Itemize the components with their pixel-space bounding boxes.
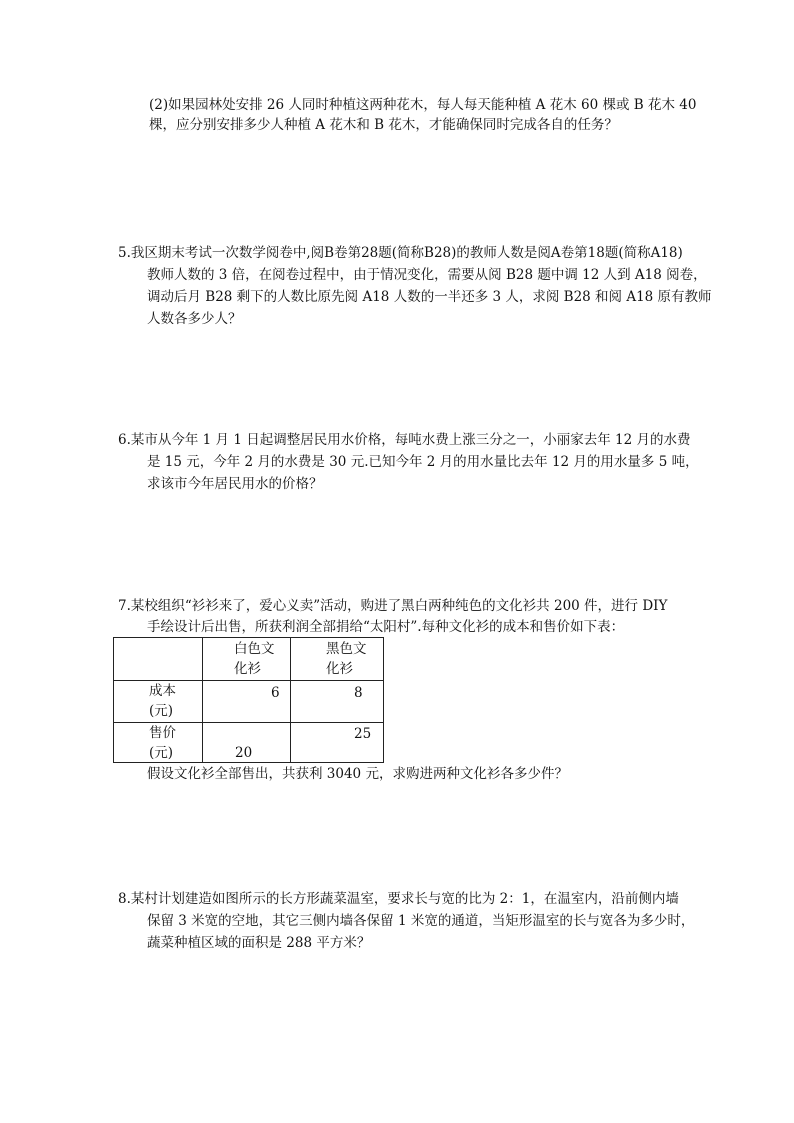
q8-line1: 8.某村计划建造如图所示的长方形蔬菜温室，要求长与宽的比为 2：1，在温室内，沿前侧内墙 — [118, 891, 679, 907]
q7-line1: 7.某校组织“衫衫来了，爱心义卖”活动，购进了黑白两种纯色的文化衫共 200 件，进行 DIY — [118, 598, 668, 614]
q4-part2-line1: (2)如果园林处安排 26 人同时种植这两种花木，每人每天能种植 A 花木 60 棵或 B 花木 40 — [149, 97, 697, 113]
q7-line2: 手绘设计后出售，所获利润全部捐给“太阳村”.每种文化衫的成本和售价如下表： — [147, 619, 625, 635]
cost-price-table — [113, 637, 384, 763]
header-black-line1: 黑色文 — [326, 641, 367, 657]
row-cost-label-line1: 成本 — [149, 683, 176, 699]
q6-line1: 6.某市从今年 1 月 1 日起调整居民用水价格，每吨水费上涨三分之一，小丽家去年 12 月的水费 — [118, 432, 691, 448]
q4-part2-line2: 棵，应分别安排多少人种植 A 花木和 B 花木，才能确保同时完成各自的任务？ — [149, 117, 618, 133]
q6-line3: 求该市今年居民用水的价格？ — [147, 476, 323, 492]
header-white-line1: 白色文 — [234, 641, 275, 657]
q7-after-table: 假设文化衫全部售出，共获利 3040 元，求购进两种文化衫各多少件？ — [147, 766, 568, 782]
q5-line3: 调动后月 B28 剩下的人数比原先阅 A18 人数的一半还多 3 人，求阅 B28 和阅 A18 原有教师 — [147, 289, 712, 305]
q5-line1: 5.我区期末考试一次数学阅卷中,阅B卷第28题(简称B28)的教师人数是阅A卷第18题(简称A18) — [118, 245, 683, 261]
row-cost-label-line2: (元) — [149, 703, 174, 719]
cost-white-value: 6 — [271, 685, 280, 701]
price-black-value: 25 — [354, 726, 372, 742]
cost-black-value: 8 — [354, 685, 363, 701]
header-white-line2: 化衫 — [234, 661, 261, 677]
q8-line2: 保留 3 米宽的空地，其它三侧内墙各保留 1 米宽的通道，当矩形温室的长与宽各为多少时， — [147, 913, 695, 929]
q8-line3: 蔬菜种植区域的面积是 288 平方米？ — [147, 935, 371, 951]
row-price-label-line2: (元) — [149, 745, 174, 761]
q6-line2: 是 15 元，今年 2 月的水费是 30 元.已知今年 2 月的用水量比去年 12 月的用水量多 5 吨， — [147, 454, 699, 470]
table-col-divider-2 — [290, 638, 291, 762]
q5-line2: 教师人数的 3 倍，在阅卷过程中，由于情况变化，需要从阅 B28 题中调 12 人到 A18 阅卷， — [147, 267, 707, 283]
price-white-value: 20 — [235, 745, 253, 761]
q5-line4: 人数各多少人？ — [147, 311, 242, 327]
table-col-divider-1 — [202, 638, 203, 762]
header-black-line2: 化衫 — [326, 661, 353, 677]
row-price-label-line1: 售价 — [149, 725, 176, 741]
